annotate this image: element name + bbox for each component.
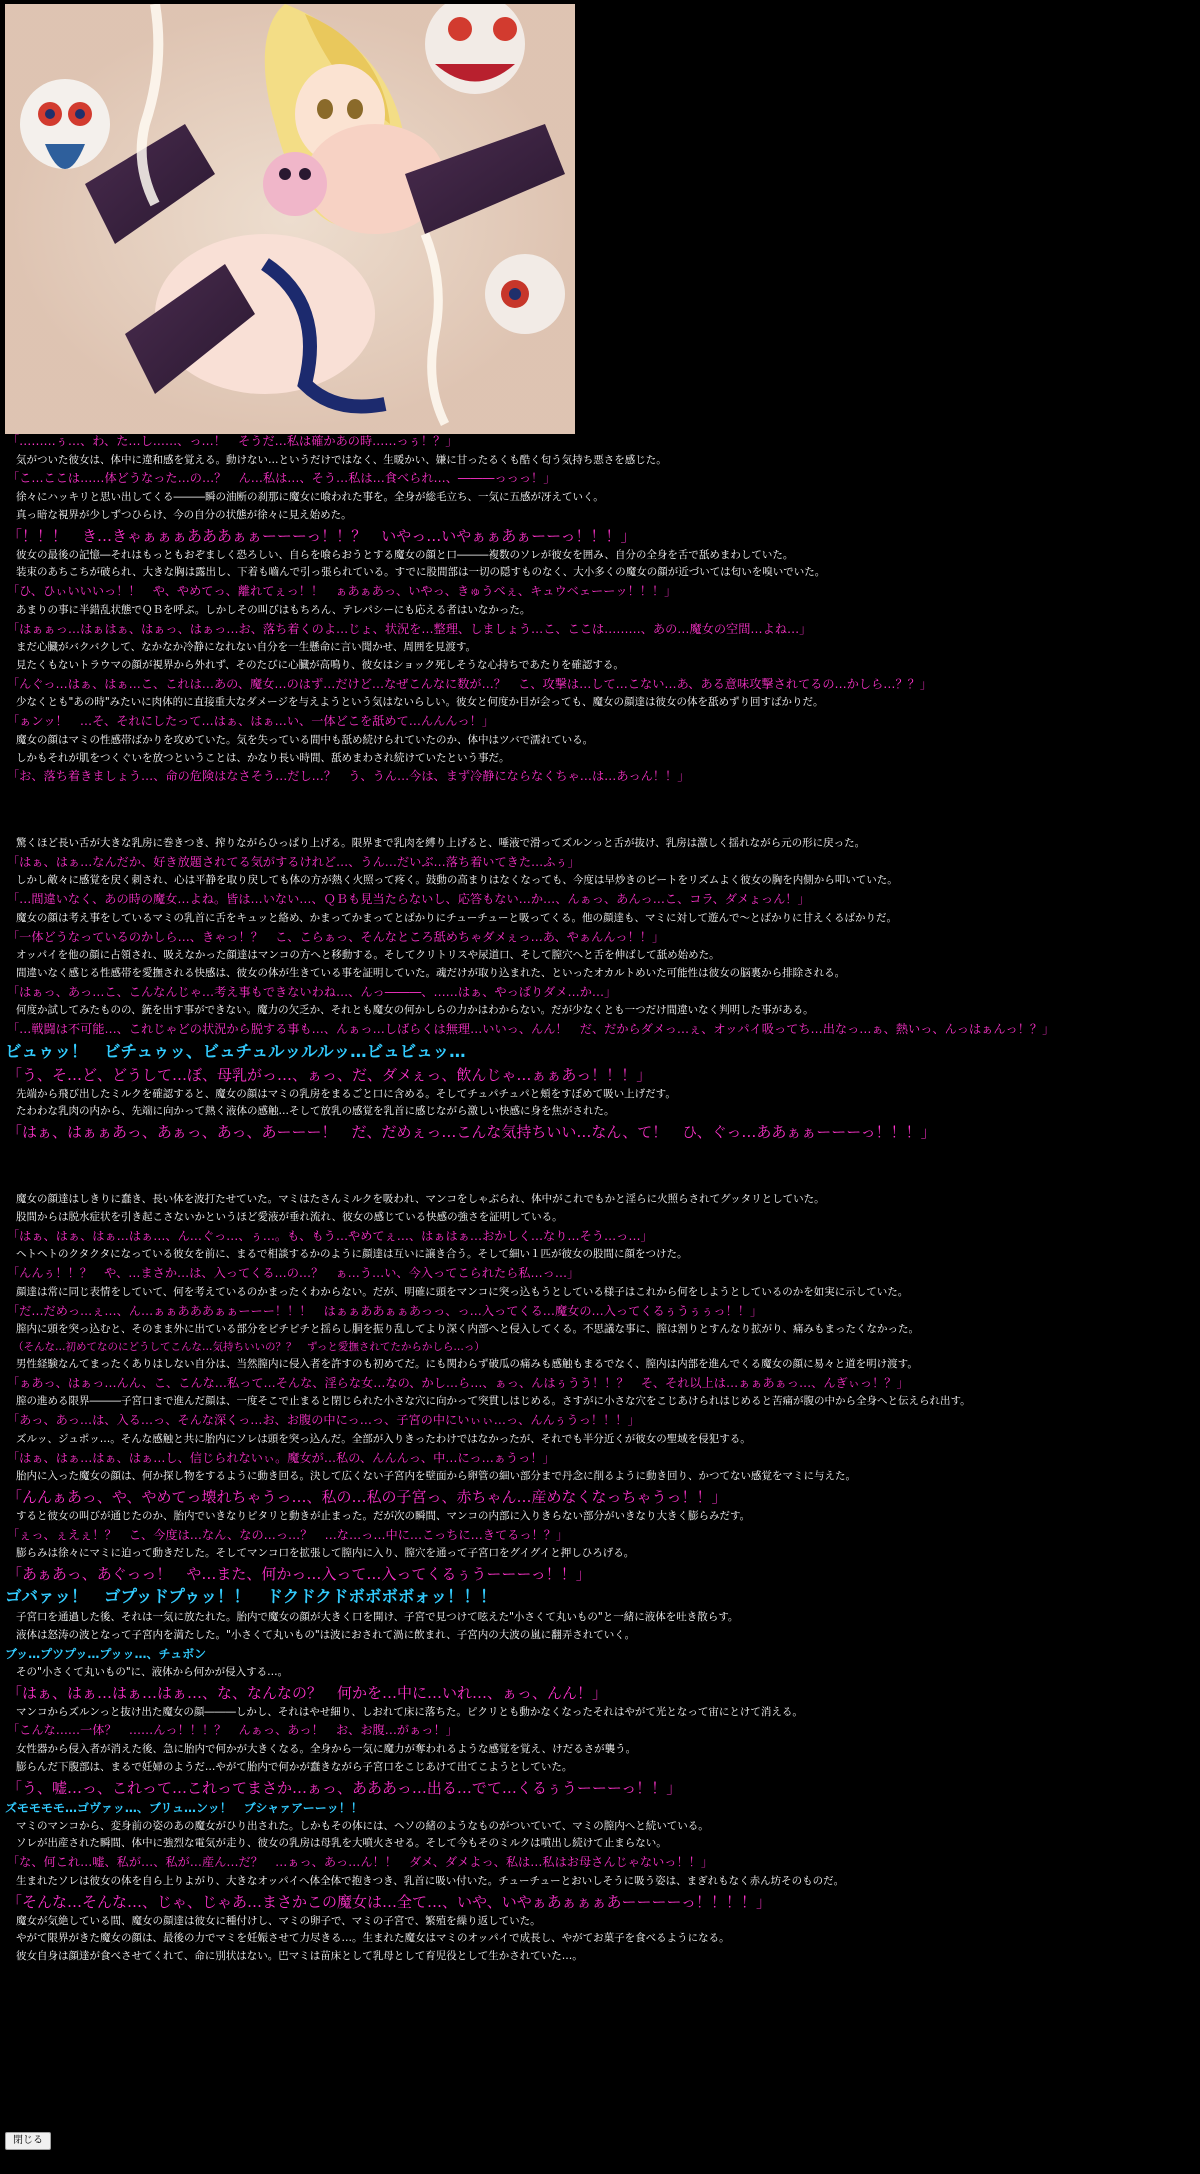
narration-line: すると彼女の叫びが通じたのか、胎内でいきなりピタリと動きが止まった。だが次の瞬間、マンコの内部に入りきらない部分がいきなり大きく膨らみだす。	[16, 1510, 751, 1522]
narration-line: 膣内に頭を突っ込むと、そのまま外に出ている部分をピチピチと揺らし胴を振り乱してより深く内部へと侵入してくる。不思議な事に、膣は割りとすんなり拡がり、痛みもまったくなかった。	[16, 1323, 919, 1336]
dialogue-line: 「一体どうなっているのかしら…、きゃっ！？ こ、こらぁっ、そんなところ舐めちゃダメぇっ…あ、やぁんんっ！！」	[7, 929, 665, 944]
sound-effect-line: ブッ…プツプッ…プッッ…、チュボン	[5, 1646, 207, 1661]
story-illustration	[5, 4, 575, 434]
narration-line: あまりの事に半錯乱状態でＱＢを呼ぶ。しかしその叫びはもちろん、テレパシーにも応える者はいなかった。	[16, 603, 531, 616]
dialogue-line: 「こんな……一体？ ……んっ！！！？ んぁっ、あっ！ お、お腹…がぁっ！」	[7, 1723, 458, 1738]
dialogue-line: 「あっ、あっ…は、入る…っ、そんな深くっ…お、お腹の中にっ…っ、子宮の中にいぃぃ…っ、んんぅうっ！！！」	[7, 1413, 640, 1428]
narration-line: ヘトヘトのクタクタになっている彼女を前に、まるで相談するかのように顔達は互いに譲き合う。そして細い１匹が彼女の股間に顔をつけた。	[16, 1248, 688, 1261]
narration-line: 間違いなく感じる性感帯を愛撫される快感は、彼女の体が生きている事を証明していた。魂だけが取り込まれた、といったオカルトめいた可能性は彼女の脳裏から排除される。	[16, 966, 846, 979]
dialogue-line: 「はぁぁっ…はぁはぁ、はぁっ、はぁっ…お、落ち着くのよ…じょ、状況を…整理、しましょう…こ、ここは………、あの…魔女の空間…よね…」	[7, 621, 812, 636]
narration-line: マンコからズルンっと抜け出た魔女の顔―――しかし、それはやせ細り、しおれて床に落ちた。ピクリとも動かなくなったそれはやがて光となって宙にとけて消える。	[16, 1705, 803, 1718]
dialogue-line: 「な、何これ…嘘、私が…、私が…産ん…だ？ …ぁっ、あっ…ん！！ ダメ、ダメよっ、私は…私はお母さんじゃないっ！！」	[7, 1855, 714, 1870]
dialogue-line: 「ぁンッ！ …そ、それにしたって…はぁ、はぁ…い、一体どこを舐めて…んんんっ！」	[7, 714, 495, 729]
narration-line: 胎内に入った魔女の顔は、何か探し物をするように動き回る。決して広くない子宮内を壁面から卵管の細い部分まで丹念に削るように動き回り、かつてない感覚をマミに与えた。	[16, 1470, 856, 1483]
narration-line: ズルッ、ジュポッ…。そんな感触と共に胎内にソレは頭を突っ込んだ。全部が入りきったわけではなかったが、それでも半分近くが彼女の聖域を侵犯する。	[16, 1432, 751, 1445]
narration-line: 膨らみは徐々にマミに迫って動きだした。そしてマンコ口を拡張して膣内に入り、膣穴を通って子宮口をグイグイと押しひろげる。	[16, 1547, 635, 1560]
dialogue-line: 「…戦闘は不可能…、これじゃどの状況から脱する事も…、んぁっ…しばらくは無理…いいっ、んん！ だ、だからダメっ…ぇ、オッパイ吸ってち…出なっ…ぁ、熱いっ、んっはぁんっ！？」	[7, 1022, 1055, 1037]
narration-line: 彼女自身は顔達が食べさせてくれて、命に別状はない。巴マミは苗床として乳母として育児役として生かされていた…。	[16, 1950, 583, 1963]
blank-line	[5, 1167, 1195, 1191]
dialogue-line: 「んんぁあっ、や、やめてっ壊れちゃうっ…、私の…私の子宮っ、赤ちゃん…産めなくなっちゃうっ！！」	[7, 1488, 727, 1506]
dialogue-line: 「はぁ、はぁ…はぁ…はぁ…、な、なんなの？ 何かを…中に…いれ…、ぁっ、んん！」	[7, 1683, 608, 1702]
narration-line: やがて限界がきた魔女の顔は、最後の力でマミを妊娠させて力尽きる…。生まれた魔女はマミのオッパイで成長し、やがてお菓子を食べるようになる。	[16, 1932, 730, 1945]
narration-line: たわわな乳肉の内から、先端に向かって熱く液体の感触…そして放乳の感覚を乳首に感じながら激しい快感に身を焦がされた。	[16, 1105, 615, 1118]
narration-line: その"小さくて丸いもの"に、液体から何かが侵入する…。	[16, 1665, 289, 1678]
dialogue-line: 「あぁあっ、あぐっっ！ や…また、何かっ…入って…入ってくるぅうーーーっ！！」	[7, 1565, 591, 1584]
sound-effect-line: ゴバァッ！ ゴプッドプゥッ！！ ドクドクドボボボボォッ！！！	[5, 1587, 497, 1607]
dialogue-line: 「はぁ、はぁ…なんだか、好き放題されてる気がするけれど…、うん…だいぶ…落ち着いてきた…ふぅ」	[7, 854, 580, 869]
narration-line: 彼女の最後の記憶―それはもっともおぞましく恐ろしい、自らを喰らおうとする魔女の顔と口―――複数のソレが彼女を囲み、自分の全身を舌で舐めまわしていた。	[16, 548, 794, 561]
dialogue-line: 「はぁ、はぁぁあっ、あぁっ、あっ、あーーー！ だ、だめぇっ…こんな気持ちいい…なん、て！ ひ、ぐっ…ああぁぁーーーっ！！！」	[7, 1123, 936, 1142]
narration-line: 女性器から侵入者が消えた後、急に胎内で何かが大きくなる。全身から一気に魔力が奪われるような感覚を覚え、けだるさが襲う。	[16, 1742, 637, 1755]
close-button[interactable]: 閉じる	[5, 2132, 51, 2150]
blank-line	[5, 1143, 1195, 1167]
narration-line: 気がついた彼女は、体中に違和感を覚える。動けない…というだけではなく、生暖かい、嫌に甘ったるくも酷く匂う気持ち悪さを感じた。	[16, 453, 667, 466]
dialogue-line: 「！！！ き…きゃぁぁぁあああぁぁーーーっ！！？ いやっ…いやぁぁあぁーーっ！！！」	[7, 526, 636, 545]
dialogue-line: 「んんぅ！！？ や、…まさか…は、入ってくる…の…？ ぁ…う…い、今入ってこられたら私…っ…」	[7, 1266, 580, 1281]
dialogue-line: 「んぐっ…はぁ、はぁ…こ、これは…あの、魔女…のはず…だけど…なぜこんなに数が…？ こ、攻撃は…して…こない…あ、ある意味攻撃されてるの…かしら…？？」	[7, 676, 933, 691]
narration-line: ソレが出産された瞬間、体中に強烈な電気が走り、彼女の乳房は母乳を大噴火させる。そして今もそのミルクは噴出し続けて止まらない。	[16, 1837, 667, 1850]
narration-line: 見たくもないトラウマの顔が視界から外れず、そのたびに心臓が高鳴り、彼女はショック死しそうな心持ちであたりを確認する。	[16, 658, 624, 671]
narration-line: 膣の進める限界―――子宮口まで進んだ顔は、一度そこで止まると閉じられた小さな穴に向かって突貫しはじめる。さすがに小さな穴をこじあけられはじめると苦痛が腹の中から全身へと伝えられ出す。	[16, 1395, 971, 1408]
dialogue-line: 「だ…だめっ…ぇ…、ん…ぁぁあああぁぁーーー！！！ はぁぁああぁぁあっっ、っ…入ってくる…魔女の…入ってくるぅうぅぅっ！！」	[7, 1303, 763, 1318]
narration-line: 魔女が気絶している間、魔女の顔達は彼女に種付けし、マミの卵子で、マミの子宮で、繁殖を繰り返していた。	[16, 1914, 541, 1927]
blank-line	[5, 787, 1195, 811]
narration-line: 徐々にハッキリと思い出してくる―――瞬の油断の刹那に魔女に喰われた事を。全身が総毛立ち、一気に五感が冴えていく。	[16, 490, 604, 503]
narration-line: 男性経験なんてまったくありはしない自分は、当然膣内に侵入者を許すのも初めてだ。にも関わらず破瓜の痛みも感触もまるでなく、膣内は内部を進んでくる魔女の顔に易々と道を明け渡す。	[16, 1358, 918, 1371]
dialogue-line: 「お、落ち着きましょう…、命の危険はなさそう…だし…？ う、うん…今は、まず冷静にならなくちゃ…は…あっん！！」	[7, 769, 690, 784]
narration-line: 顔達は常に同じ表情をしていて、何を考えているのかまったくわからない。だが、明確に頭をマンコに突っ込もうとしている様子はこれから何をしようとしているのかを如実に示していた。	[16, 1285, 909, 1298]
dialogue-line: 「ぁあっ、はぁっ…んん、こ、こんな…私って…そんな、淫らな女…なの、かし…ら…、ぁっ、んはぅうう！！？ そ、それ以上は…ぁぁあぁっ…、んぎぃっ！？」	[7, 1375, 909, 1390]
thought-line: （そんな…初めてなのにどうしてこんな…気持ちいいの？？ ずっと愛撫されてたからかしら…っ）	[13, 1341, 485, 1354]
narration-line: マミのマンコから、変身前の姿のあの魔女がひり出された。しかもその体には、ヘソの緒のようなものがついていて、マミの膣内へと続いている。	[16, 1819, 709, 1832]
narration-line: 子宮口を通過した後、それは一気に放たれた。胎内で魔女の顔が大きく口を開け、子宮で見つけて呟えた"小さくて丸いもの"と一緒に液体を吐き散らす。	[16, 1611, 739, 1624]
narration-line: オッパイを他の顔に占領され、吸えなかった顔達はマンコの方へと移動する。そしてクリトリスや尿道口、そして膣穴へと舌を伸ばして舐め始めた。	[16, 949, 720, 962]
dialogue-line: 「う、そ…ど、どうして…ぼ、母乳がっ…、ぁっ、だ、ダメぇっ、飲んじゃ…ぁぁあっ！！！」	[7, 1065, 652, 1084]
narration-line: 股間からは脱水症状を引き起こさないかというほど愛液が垂れ流れ、彼女の感じている快感の強さを証明している。	[16, 1211, 563, 1224]
dialogue-line: 「こ…ここは……体どうなった…の…？ ん…私は…、そう…私は…食べられ…、―――っっっ！」	[7, 471, 556, 486]
narration-line: 真っ暗な視界が少しずつひらけ、今の自分の状態が徐々に見え始めた。	[16, 508, 352, 521]
blank-line	[5, 811, 1195, 835]
narration-line: 先端から飛び出したミルクを確認すると、魔女の顔はマミの乳房をまるごと口に含める。そしてチュパチュパと頬をすぼめて吸い上げだす。	[16, 1087, 676, 1100]
narration-line: 膨らんだ下腹部は、まるで妊婦のようだ…やがて胎内で何かが蠢きながら子宮口をこじあけて出てこようとしていた。	[16, 1760, 573, 1773]
narration-line: まだ心臓がバクバクして、なかなか冷静になれない自分を一生懸命に言い聞かせ、周囲を見渡す。	[16, 641, 477, 654]
narration-line: 魔女の顔達はしきりに蠢き、長い体を波打たせていた。マミはたさんミルクを吸われ、マンコをしゃぶられ、体中がこれでもかと淫らに火照らされてグッタリとしていた。	[16, 1193, 825, 1206]
narration-line: 魔女の顔は考え事をしているマミの乳首に舌をキュッと絡め、かまってかまってとばかりにチューチューと吸ってくる。他の顔達も、マミに対して遊んで～とばかりに甘えくるばかりだ。	[16, 911, 897, 924]
narration-line: しかもそれが肌をつくぐいを放つということは、かなり長い時間、舐めまわされ続けていたという事だ。	[16, 751, 510, 764]
illustration-artwork	[5, 4, 575, 434]
narration-line: 生まれたソレは彼女の体を自ら上りよがり、大きなオッパイへ体全体で抱きつき、乳首に吸い付いた。チューチューとおいしそうに吸う姿は、まぎれもなく赤ん坊そのものだ。	[16, 1874, 845, 1887]
dialogue-line: 「ぇっ、ぇえぇ！？ こ、今度は…なん、なの…っ…？ …な…っ…中に…こっちに…きてるっ！？」	[7, 1527, 569, 1542]
narration-line: 少なくとも"あの時"みたいに肉体的に直接重大なダメージを与えようという気はないらしい。彼女と何度か目が会っても、魔女の顔達は彼女の体を舐めずり回すばかりだ。	[16, 696, 824, 709]
dialogue-line: 「………ぅ…、わ、た…し……、っ…！ そうだ…私は確かあの時……っぅ！？」	[7, 434, 458, 448]
dialogue-line: 「う、嘘…っ、これって…これってまさか…ぁっ、あああっ…出る…でて…くるぅうーーーっ！！」	[7, 1778, 682, 1797]
narration-line: しかし敵々に感覚を戻く刺され、心は平静を取り戻しても体の方が熱く火照って疼く。鼓動の高まりはなくなっても、今度は早炒きのビートをリズムよく彼女の胸を内側から叩いていた。	[16, 874, 898, 887]
narration-line: 液体は怒涛の波となって子宮内を満たした。"小さくて丸いもの"は波におされて渦に飲まれ、子宮内の大波の嵐に翻弄されていく。	[16, 1628, 636, 1641]
dialogue-line: 「…間違いなく、あの時の魔女…よね。皆は…いない…、ＱＢも見当たらないし、応答もない…か…、んぁっ、あんっ…こ、コラ、ダメょっん！」	[7, 892, 810, 907]
story-text	[5, 432, 1195, 1966]
dialogue-line: 「はぁっ、あっ…こ、こんなんじゃ…考え事もできないわね…、んっ―――、……はぁ、やっぱりダメ…か…」	[7, 984, 617, 999]
dialogue-line: 「はぁ、はぁ…はぁ、はぁ…し、信じられないぃ。魔女が…私の、んんんっ、中…にっ…ぁうっ！」	[7, 1450, 555, 1465]
dialogue-line: 「ひ、ひぃいいいっ！！ や、やめてっ、離れてぇっ！！ ぁあぁあっ、いやっ、きゅうべぇ、キュウベェーーッ！！！」	[7, 584, 677, 599]
narration-line: 何度か試してみたものの、銃を出す事ができない。魔力の欠乏か、それとも魔女の何かしらの力かはわからない。だが少なくとも一つだけ間違いなく判明した事がある。	[16, 1004, 814, 1017]
dialogue-line: 「そんな…そんな…、じゃ、じゃあ…まさかこの魔女は…全て…、いや、いやぁあぁぁぁあーーーーっ！！！！」	[7, 1892, 771, 1911]
narration-line: 魔女の顔はマミの性感帯ばかりを攻めていた。気を失っている間中も舐め続けられていたのか、体中はツバで濡れている。	[16, 733, 594, 746]
sound-effect-line: ビュゥッ！ ビチュゥッ、ビュチュルッルルッ…ビュビュッ…	[5, 1041, 466, 1061]
sound-effect-line: ズモモモモ…ゴヴァッ…、ブリュ…ンッ！ ブシャァアーーッ！！	[5, 1800, 363, 1815]
dialogue-line: 「はぁ、はぁ、はぁ…はぁ…、ん…ぐっ…、ぅ…。も、もう…やめてぇ…、はぁはぁ…おかしく…なり…そう…っ…」	[7, 1228, 653, 1243]
narration-line: 驚くほど長い舌が大きな乳房に巻きつき、搾りながらひっぱり上げる。限界まで乳肉を縛り上げると、唾液で滑ってズルンっと舌が抜け、乳房は激しく揺れながら元の形に戻った。	[16, 836, 866, 849]
narration-line: 装束のあちこちが破られ、大きな胸は露出し、下着も嚙んで引っ張られている。すでに股間部は一切の隠すものなく、大小多くの魔女の顔が近づいては匂いを嗅いでいた。	[16, 566, 826, 579]
